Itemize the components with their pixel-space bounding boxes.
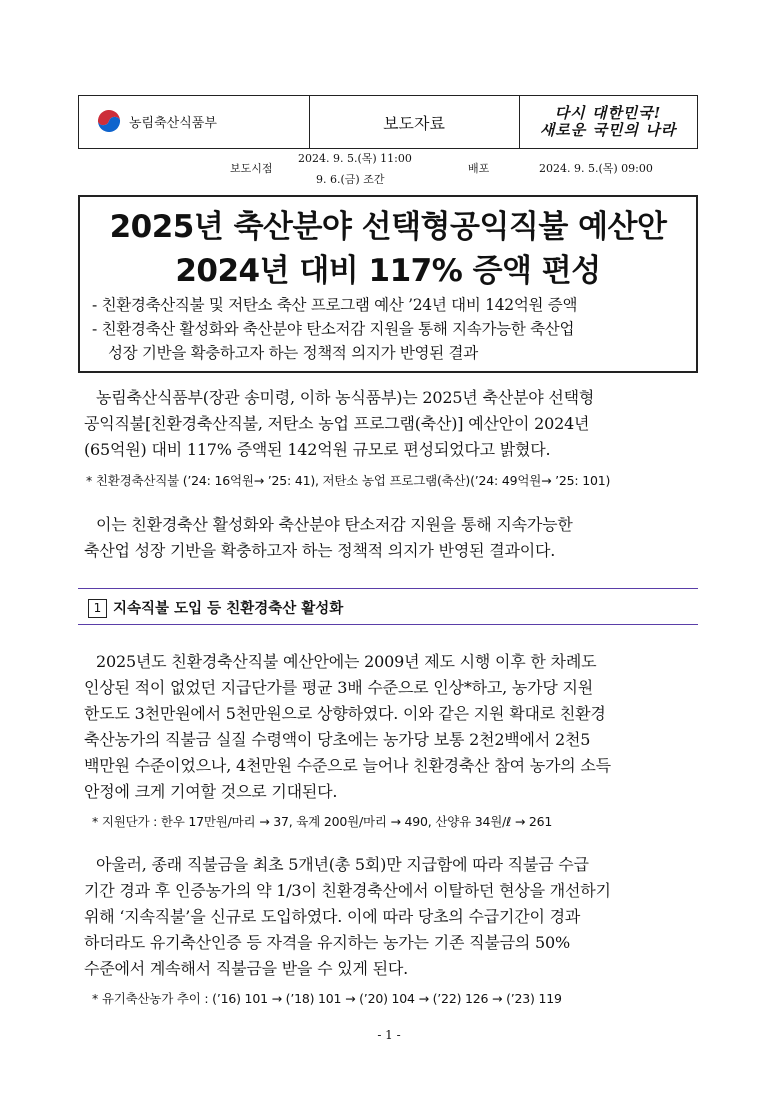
header-box (78, 95, 698, 149)
paragraph-4-line-4: 하더라도 유기축산인증 등 자격을 유지하는 농가는 기존 직불금의 50% (84, 933, 570, 952)
paragraph-3-line-6: 안정에 크게 기여할 것으로 기대된다. (84, 782, 338, 801)
distribution-time: 2024. 9. 5.(목) 09:00 (539, 162, 653, 175)
paragraph-1-line-2: 공익직불[친환경축산직불, 저탄소 농업 프로그램(축산)] 예산안이 2024년 (84, 414, 590, 433)
paragraph-4-line-5: 수준에서 계속해서 직불금을 받을 수 있게 된다. (84, 959, 409, 978)
government-emblem-icon (94, 108, 124, 138)
ministry-name: 농림축산식품부 (129, 116, 217, 131)
paragraph-3-line-1: 2025년도 친환경축산직불 예산안에는 2009년 제도 시행 이후 한 차례도 (96, 652, 597, 671)
slogan-line-2: 새로운 국민의 나라 (539, 121, 677, 139)
paragraph-4-line-3: 위해 ‘지속직불’을 신규로 도입하였다. 이에 따라 당초의 수급기간이 경과 (84, 907, 581, 926)
distribution-label: 배포 (468, 162, 490, 175)
slogan-line-1: 다시 대한민국! (554, 104, 662, 122)
section-number: 1 (88, 599, 107, 618)
footnote-2: * 지원단가 : 한우 17만원/마리 → 37, 육계 200원/마리 → 490, 산양유 34원/ℓ → 261 (92, 814, 553, 829)
paragraph-3-line-5: 백만원 수준이었으나, 4천만원 수준으로 늘어나 친환경축산 참여 농가의 소득 (84, 756, 611, 775)
paragraph-2-line-1: 이는 친환경축산 활성화와 축산분야 탄소저감 지원을 통해 지속가능한 (96, 515, 573, 534)
headline-line-1: 2025년 축산분야 선택형공익직불 예산안 (109, 209, 667, 245)
section-title: 지속직불 도입 등 친환경축산 활성화 (113, 601, 344, 617)
subhead-1: - 친환경축산직불 및 저탄소 축산 프로그램 예산 ’24년 대비 142억원 증액 (92, 296, 578, 314)
section-rule-bottom (78, 624, 698, 625)
paragraph-1-line-3: (65억원) 대비 117% 증액된 142억원 규모로 편성되었다고 밝혔다. (84, 440, 551, 459)
page-number: - 1 - (377, 1028, 401, 1042)
embargo-label: 보도시점 (230, 162, 273, 175)
paragraph-3-line-3: 한도도 3천만원에서 5천만원으로 상향하였다. 이와 같은 지원 확대로 친환경 (84, 704, 606, 723)
slogan (519, 96, 697, 148)
footnote-1: * 친환경축산직불 (’24: 16억원→ ’25: 41), 저탄소 농업 프로그램(축산)(’24: 49억원→ ’25: 101) (86, 473, 611, 488)
headline-line-2: 2024년 대비 117% 증액 편성 (175, 253, 601, 289)
paragraph-2-line-2: 축산업 성장 기반을 확충하고자 하는 정책적 의지가 반영된 결과이다. (84, 541, 556, 560)
footnote-3: * 유기축산농가 추이 : (’16) 101 → (’18) 101 → (’20) 104 → (’22) 126 → (’23) 119 (92, 991, 562, 1006)
subhead-2: - 친환경축산 활성화와 축산분야 탄소저감 지원을 통해 지속가능한 축산업 (92, 320, 575, 338)
paragraph-4-line-1: 아울러, 종래 직불금을 최초 5개년(총 5회)만 지급함에 따라 직불금 수급 (96, 855, 589, 874)
embargo-time-1: 2024. 9. 5.(목) 11:00 (298, 152, 412, 165)
title-box (78, 195, 698, 373)
section-rule-top (78, 588, 698, 589)
doc-type: 보도자료 (309, 96, 520, 148)
paragraph-4-line-2: 기간 경과 후 인증농가의 약 1/3이 친환경축산에서 이탈하던 현상을 개선하기 (84, 881, 611, 900)
paragraph-3-line-2: 인상된 적이 없었던 지급단가를 평균 3배 수준으로 인상*하고, 농가당 지원 (84, 678, 594, 697)
logo-cell (79, 96, 310, 148)
paragraph-1-line-1: 농림축산식품부(장관 송미령, 이하 농식품부)는 2025년 축산분야 선택형 (96, 388, 595, 407)
subhead-3: 성장 기반을 확충하고자 하는 정책적 의지가 반영된 결과 (108, 344, 478, 362)
paragraph-3-line-4: 축산농가의 직불금 실질 수령액이 당초에는 농가당 보통 2천2백에서 2천5 (84, 730, 591, 749)
embargo-time-2: 9. 6.(금) 조간 (316, 173, 385, 186)
